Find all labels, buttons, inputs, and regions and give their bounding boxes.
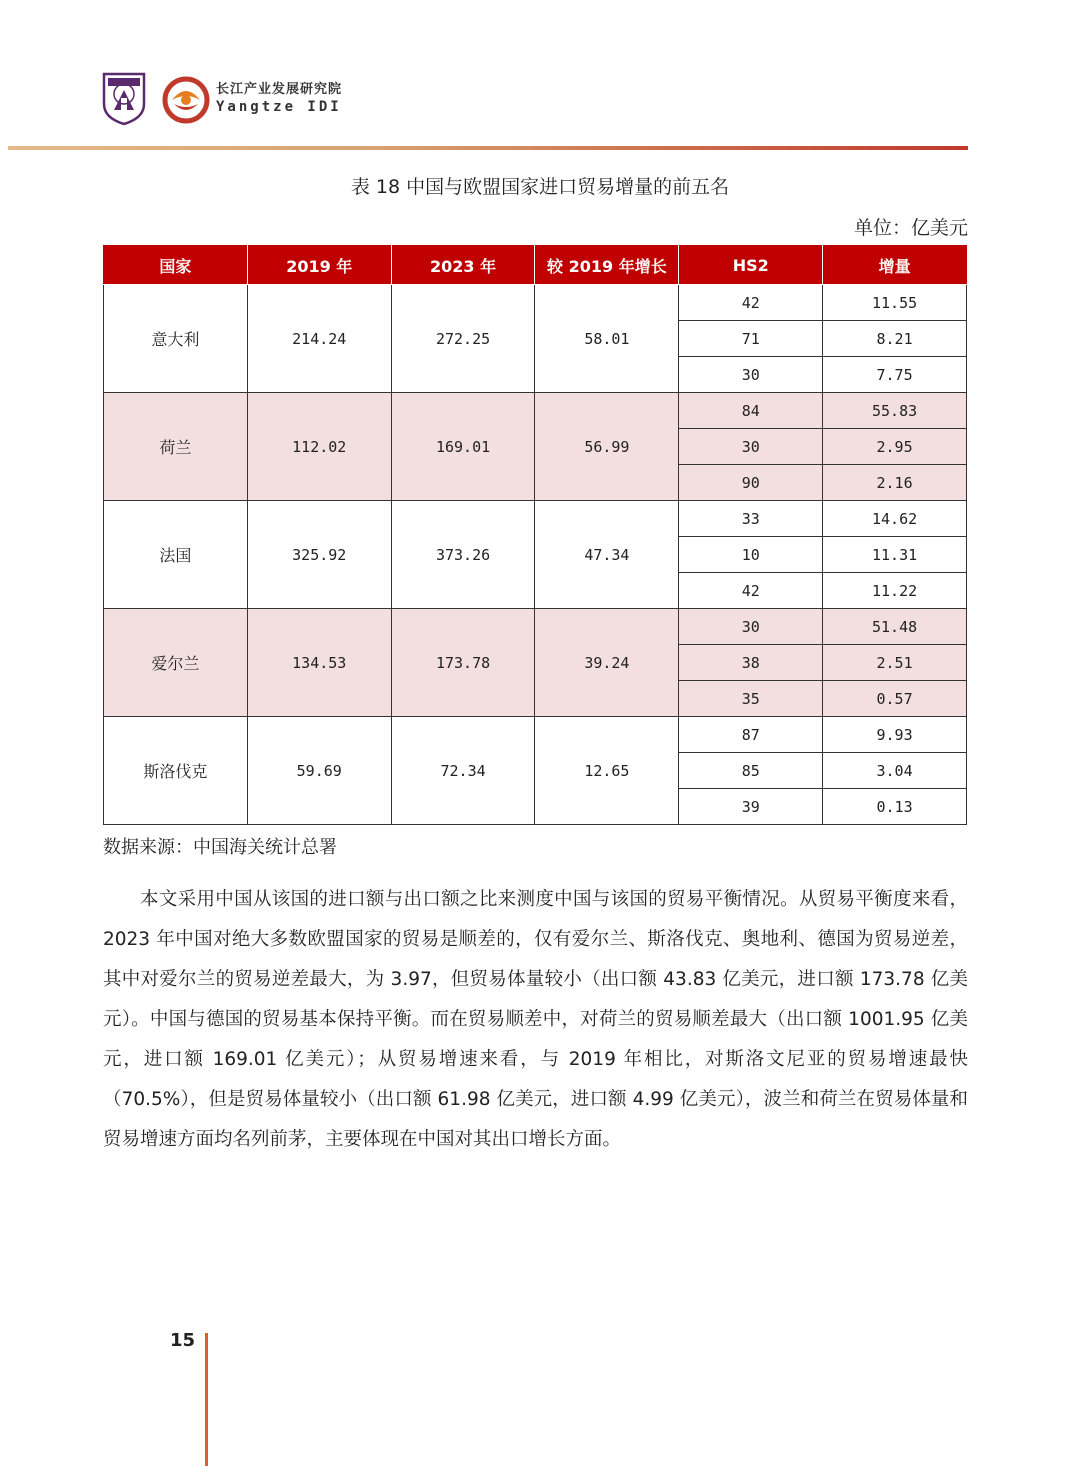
growth-cell: 58.01 [535, 285, 679, 393]
hs2-cell: 10 [679, 537, 823, 573]
trade-increment-table [103, 245, 967, 825]
col-header-hs2: HS2 [679, 246, 823, 285]
table-header-row [104, 246, 967, 285]
col-header-country: 国家 [104, 246, 248, 285]
increment-cell: 2.51 [823, 645, 967, 681]
increment-cell: 14.62 [823, 501, 967, 537]
increment-cell: 51.48 [823, 609, 967, 645]
country-cell: 爱尔兰 [104, 609, 248, 717]
hs2-cell: 30 [679, 609, 823, 645]
table-row [104, 717, 967, 753]
table-row [104, 501, 967, 537]
hs2-cell: 84 [679, 393, 823, 429]
hs2-cell: 42 [679, 285, 823, 321]
table-row [104, 393, 967, 429]
increment-cell: 3.04 [823, 753, 967, 789]
hs2-cell: 71 [679, 321, 823, 357]
value-2019-cell: 59.69 [247, 717, 391, 825]
increment-cell: 11.55 [823, 285, 967, 321]
col-header-2023: 2023 年 [391, 246, 535, 285]
country-cell: 荷兰 [104, 393, 248, 501]
increment-cell: 55.83 [823, 393, 967, 429]
table-row [104, 285, 967, 321]
hs2-cell: 33 [679, 501, 823, 537]
hs2-cell: 35 [679, 681, 823, 717]
hs2-cell: 42 [679, 573, 823, 609]
value-2019-cell: 214.24 [247, 285, 391, 393]
logo-name-en: Yangtze IDI [216, 99, 342, 115]
value-2019-cell: 325.92 [247, 501, 391, 609]
hs2-cell: 87 [679, 717, 823, 753]
logo-name-cn: 长江产业发展研究院 [216, 82, 343, 97]
value-2023-cell: 272.25 [391, 285, 535, 393]
increment-cell: 8.21 [823, 321, 967, 357]
increment-cell: 2.95 [823, 429, 967, 465]
body-paragraph: 本文采用中国从该国的进口额与出口额之比来测度中国与该国的贸易平衡情况。从贸易平衡度来看，2023 年中国对绝大多数欧盟国家的贸易是顺差的，仅有爱尔兰、斯洛伐克、奥地利、德国为贸易逆差，其中对爱尔兰的贸易逆差最大，为 3.97，但贸易体量较小（出口额 43.83 亿美元，进口额 173.78 亿美元）。中国与德国的贸易基本保持平衡。而在贸易顺差中，对荷兰的贸易顺差最大（出口额 1001.95 亿美元，进口额 169.01 亿美元）；从贸易增速来看，与 2019 年相比，对斯洛文尼亚的贸易增速最快（70.5%），但是贸易体量较小（出口额 61.98 亿美元，进口额 4.99 亿美元），波兰和荷兰在贸易体量和贸易增速方面均名列前茅，主要体现在中国对其出口增长方面。 [103, 889, 968, 1150]
value-2023-cell: 169.01 [391, 393, 535, 501]
increment-cell: 0.13 [823, 789, 967, 825]
country-cell: 斯洛伐克 [104, 717, 248, 825]
increment-cell: 11.31 [823, 537, 967, 573]
country-cell: 意大利 [104, 285, 248, 393]
table-row [104, 609, 967, 645]
col-header-growth: 较 2019 年增长 [535, 246, 679, 285]
hs2-cell: 38 [679, 645, 823, 681]
logo-text [216, 78, 342, 115]
increment-cell: 0.57 [823, 681, 967, 717]
footer-accent-bar [205, 1333, 208, 1466]
value-2019-cell: 134.53 [247, 609, 391, 717]
increment-cell: 2.16 [823, 465, 967, 501]
hs2-cell: 90 [679, 465, 823, 501]
university-seal-icon [100, 70, 148, 126]
header-divider [8, 146, 968, 150]
hs2-cell: 30 [679, 429, 823, 465]
data-source-note: 数据来源：中国海关统计总署 [103, 837, 337, 858]
value-2023-cell: 373.26 [391, 501, 535, 609]
value-2023-cell: 72.34 [391, 717, 535, 825]
growth-cell: 39.24 [535, 609, 679, 717]
growth-cell: 47.34 [535, 501, 679, 609]
increment-cell: 9.93 [823, 717, 967, 753]
page-number: 15 [170, 1330, 196, 1351]
hs2-cell: 30 [679, 357, 823, 393]
value-2019-cell: 112.02 [247, 393, 391, 501]
country-cell: 法国 [104, 501, 248, 609]
hs2-cell: 85 [679, 753, 823, 789]
hs2-cell: 39 [679, 789, 823, 825]
table-title: 表 18 中国与欧盟国家进口贸易增量的前五名 [350, 176, 730, 198]
increment-cell: 7.75 [823, 357, 967, 393]
growth-cell: 12.65 [535, 717, 679, 825]
table-unit: 单位：亿美元 [853, 217, 968, 239]
col-header-2019: 2019 年 [247, 246, 391, 285]
increment-cell: 11.22 [823, 573, 967, 609]
value-2023-cell: 173.78 [391, 609, 535, 717]
col-header-increment: 增量 [823, 246, 967, 285]
growth-cell: 56.99 [535, 393, 679, 501]
yangtze-idi-logo-icon [162, 76, 210, 124]
